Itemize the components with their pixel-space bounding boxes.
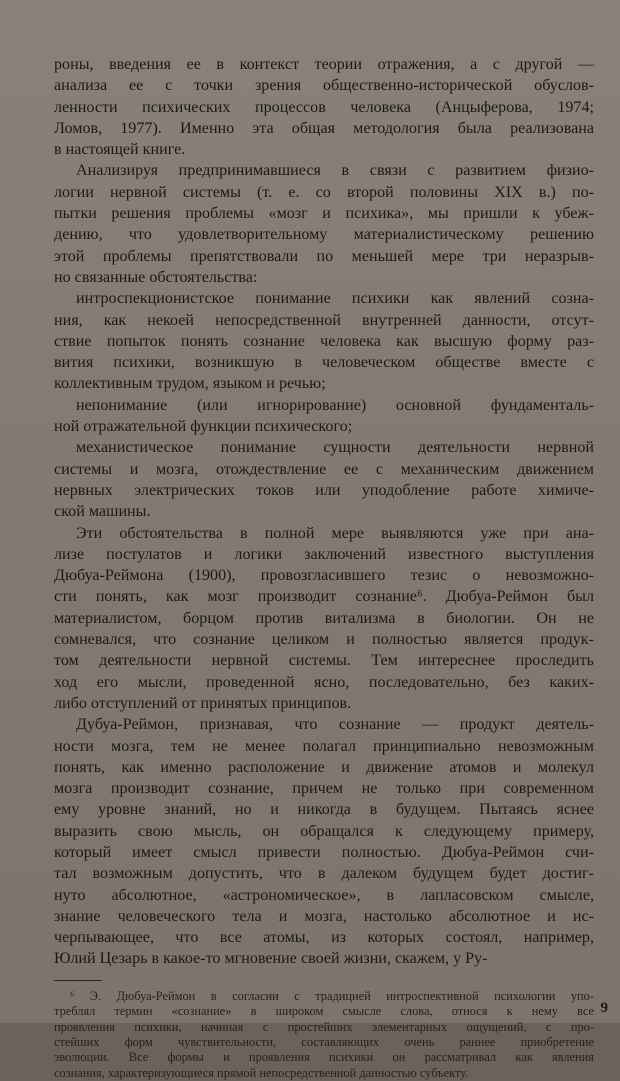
text-line: ход его мысли, проведенной ясно, последовательно, без каких- — [54, 673, 594, 691]
text-line: Дюбуа-Реймона (1900), провозгласившего тезис о невозможно- — [54, 567, 594, 585]
text-line: коллективным трудом, языком и речью; — [54, 375, 326, 393]
text-line: интроспекционистское понимание психики как явлений созна- — [76, 290, 594, 308]
text-line: материалистом, борцом против витализма в биологии. Он не — [54, 609, 594, 627]
text-line: лизе постулатов и логики заключений известного выступления — [54, 545, 594, 563]
text-line: знание человеческого тела и мозга, настолько абсолютное и ис- — [54, 907, 594, 925]
text-line: черпывающее, что все атомы, из которых состоял, например, — [54, 929, 594, 947]
paragraph — [54, 523, 594, 715]
text-line: сти понять, как мозг производит сознание⁶. Дюбуа-Реймон был — [54, 588, 594, 606]
text-line: Анализируя предпринимавшиеся в связи с развитием физио- — [76, 162, 594, 180]
text-line: пытки решения проблемы «мозг и психика», мы пришли к убеж- — [54, 205, 594, 223]
text-line: этой проблемы препятствовали по меньшей мере три неразрыв- — [54, 247, 594, 265]
text-line: вития психики, возникшую в человеческом обществе вместе с — [54, 354, 594, 372]
main-text — [54, 54, 594, 970]
paragraph — [54, 437, 594, 522]
text-line: выразить свою мысль, он обращался к следующему примеру, — [54, 822, 594, 840]
text-line: системы и мозга, отождествление ее с механическим движением — [54, 460, 594, 478]
text-line: ленности психических процессов человека (Анцыферова, 1974; — [54, 98, 594, 116]
text-line: ной отражательной функции психического; — [54, 418, 353, 436]
footnote-line: ⁶ Э. Дюбуа-Реймон в согласии с традицией интроспективной психологии упо- — [70, 988, 594, 1003]
text-line: нервных электрических токов или уподобление работе химиче- — [54, 481, 594, 499]
text-line: ской машины. — [54, 503, 151, 521]
text-line: но связанные обстоятельства: — [54, 268, 258, 286]
text-line: в настоящей книге. — [54, 141, 186, 159]
text-line: ния, как некоей непосредственной внутренней данности, отсут- — [54, 311, 594, 329]
footnote — [54, 989, 594, 1081]
footnote-line: треблял термин «сознание» в широком смысле слова, относя к нему все — [54, 1004, 594, 1019]
text-line: который имеет смысл привести полностью. Дюбуа-Реймон счи- — [54, 843, 594, 861]
paragraph — [54, 288, 594, 394]
text-line: мозга производит сознание, причем не только при современном — [54, 780, 594, 798]
text-line: анализа ее с точки зрения общественно-исторической обуслов- — [54, 77, 594, 95]
footnote-divider — [54, 980, 102, 981]
text-line: ему уровне знаний, но и никогда в будущем. Пытаясь яснее — [54, 801, 594, 819]
text-line: тал возможным допустить, что в далеком будущем будет достиг- — [54, 865, 594, 883]
text-line: ности мозга, тем не менее полагал принципиально невозможным — [54, 737, 594, 755]
paragraph — [54, 160, 594, 288]
text-line: нуто абсолютное, «астрономическое», в лапласовском смысле, — [54, 886, 594, 904]
text-line: Дубуа-Реймон, признавая, что сознание — продукт деятель- — [76, 716, 594, 734]
text-line: сомневался, что сознание целиком и полностью является продук- — [54, 631, 594, 649]
footnote-line: сознания, характеризующиеся прямой непосредственной данностью субъекту. — [54, 1065, 469, 1080]
text-line: роны, введения ее в контекст теории отражения, а с другой — — [54, 56, 594, 73]
text-line: Ломов, 1977). Именно эта общая методология была реализована — [54, 119, 594, 137]
text-line: том деятельности нервной системы. Тем интереснее проследить — [54, 652, 594, 670]
footnote-line: стейших форм чувствительности, составляющих очень раннее приобретение — [54, 1034, 594, 1049]
text-line: либо отступлений от принятых принципов. — [54, 694, 352, 712]
text-line: понять, как именно расположение и движение атомов и молекул — [54, 758, 594, 776]
paragraph — [54, 714, 594, 970]
text-line: дению, что удовлетворительному материалистическому решению — [54, 226, 594, 244]
footnote-line: проявления психики, начиная с простейших элементарных ощущений, с про- — [54, 1019, 594, 1034]
text-line: ствие попыток понять сознание человека как высшую форму раз- — [54, 332, 594, 350]
footnote-line: эволюции. Все формы и проявления психики он рассматривал как явления — [54, 1050, 594, 1065]
text-line: Юлий Цезарь в какое-то мгновение своей жизни, скажем, у Ру- — [54, 950, 488, 968]
paragraph — [54, 54, 594, 160]
text-line: непонимание (или игнорирование) основной фундаменталь- — [76, 396, 594, 414]
page-number: 9 — [600, 1000, 608, 1016]
text-line: Эти обстоятельства в полной мере выявляются уже при ана- — [76, 524, 594, 542]
text-line: механистическое понимание сущности деятельности нервной — [76, 439, 594, 457]
text-line: логии нервной системы (т. е. со второй половины XIX в.) по- — [54, 183, 594, 201]
paragraph — [54, 395, 594, 438]
